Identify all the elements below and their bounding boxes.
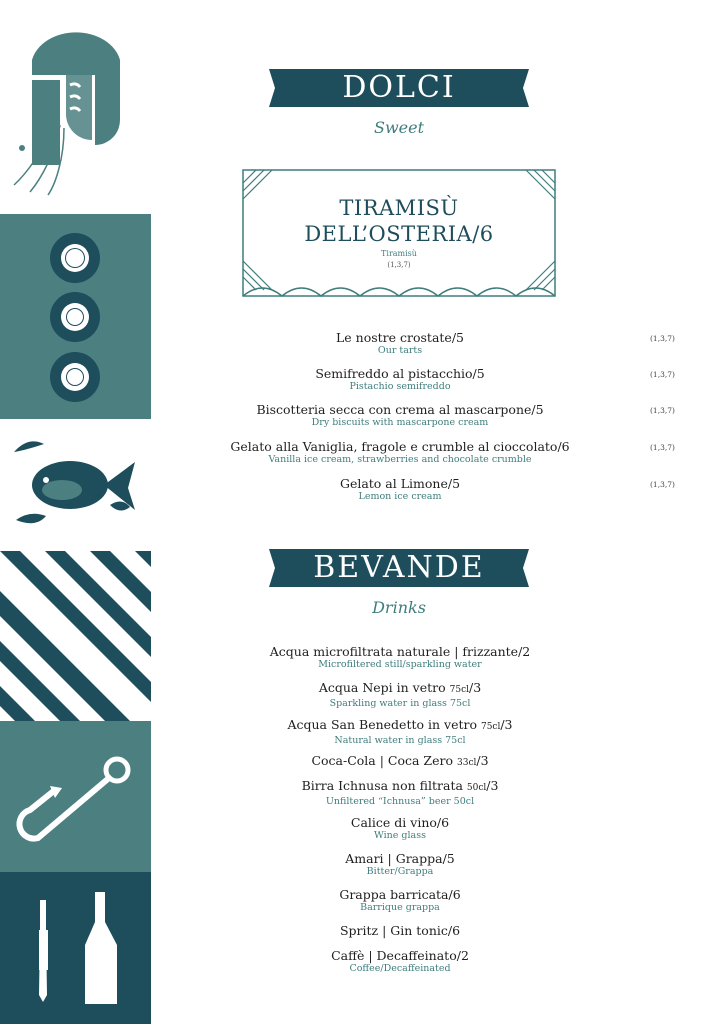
item-name: Caffè | Decaffeinato/2 <box>331 948 469 963</box>
item-description: Vanilla ice cream, strawberries and chocolate crumble <box>268 454 532 465</box>
allergen-code: (1,3,7) <box>650 406 675 415</box>
item-description: Unfiltered “Ichnusa” beer 50cl <box>325 796 475 807</box>
item-description: Our tarts <box>377 345 423 356</box>
item-name: Grappa barricata/6 <box>339 887 461 902</box>
allergen-code: (1,3,7) <box>650 480 675 489</box>
circles-icon <box>50 233 100 402</box>
item-name: Gelato al Limone/5 <box>339 476 461 491</box>
item-description: Natural water in glass 75cl <box>334 735 466 746</box>
bevande-subtitle: Drinks <box>372 598 426 617</box>
featured-allergens: (1,3,7) <box>387 261 411 269</box>
item-name: Coca-Cola | Coca Zero 33cl/3 <box>311 753 489 768</box>
bevande-banner <box>269 549 529 587</box>
list-item <box>200 778 600 807</box>
item-name: Acqua Nepi in vetro 75cl/3 <box>318 680 482 695</box>
featured-subtitle: Tiramisù <box>381 249 417 258</box>
sidebar-decoration <box>0 0 151 1024</box>
item-description: Microfiltered still/sparkling water <box>318 659 482 670</box>
item-name: Spritz | Gin tonic/6 <box>339 923 461 938</box>
list-item <box>200 644 600 670</box>
featured-dessert-box <box>242 169 556 297</box>
item-description: Barrique grappa <box>360 902 440 913</box>
list-item <box>200 753 600 771</box>
item-description: Bitter/Grappa <box>366 866 434 877</box>
item-description: Pistachio semifreddo <box>349 381 451 392</box>
item-name: Acqua microfiltrata naturale | frizzante/2 <box>269 644 531 659</box>
item-name: Semifreddo al pistacchio/5 <box>315 366 485 381</box>
list-item <box>200 948 600 974</box>
item-description: Sparkling water in glass 75cl <box>329 698 471 709</box>
allergen-code: (1,3,7) <box>650 443 675 452</box>
item-description: Wine glass <box>374 830 426 841</box>
item-description: Dry biscuits with mascarpone cream <box>311 417 489 428</box>
bevande-title: BEVANDE <box>313 550 485 585</box>
featured-title-line1: TIRAMISÙ <box>339 196 459 220</box>
item-name: Calice di vino/6 <box>350 815 450 830</box>
allergen-code: (1,3,7) <box>650 370 675 379</box>
list-item <box>200 717 600 746</box>
item-name: Amari | Grappa/5 <box>345 851 455 866</box>
featured-title-line2: DELL’OSTERIA/6 <box>304 222 494 246</box>
dolci-title: DOLCI <box>342 70 456 105</box>
list-item <box>200 923 600 938</box>
list-item <box>200 476 600 502</box>
dolci-banner <box>269 69 529 107</box>
item-name: Birra Ichnusa non filtrata 50cl/3 <box>301 778 499 793</box>
item-description: Coffee/Decaffeinated <box>349 963 451 974</box>
list-item <box>200 680 600 709</box>
list-item <box>200 366 600 392</box>
item-name: Biscotteria secca con crema al mascarpone/5 <box>256 402 544 417</box>
list-item <box>200 851 600 877</box>
item-name: Gelato alla Vaniglia, fragole e crumble al cioccolato/6 <box>230 439 570 454</box>
item-name: Le nostre crostate/5 <box>335 330 464 345</box>
list-item <box>200 330 600 356</box>
item-description: Lemon ice cream <box>358 491 442 502</box>
allergen-code: (1,3,7) <box>650 334 675 343</box>
list-item <box>200 402 600 428</box>
dolci-subtitle: Sweet <box>373 118 425 137</box>
list-item <box>200 439 600 465</box>
shrimp-logo-icon <box>14 32 120 195</box>
item-name: Acqua San Benedetto in vetro 75cl/3 <box>287 717 513 732</box>
fish-icon <box>14 441 135 523</box>
list-item <box>200 887 600 913</box>
list-item <box>200 815 600 841</box>
